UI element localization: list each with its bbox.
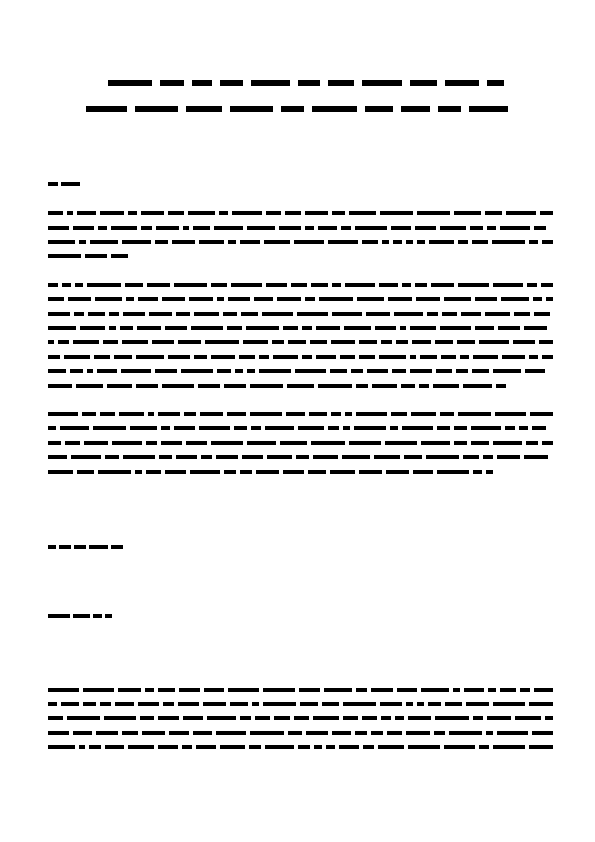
text-line (48, 254, 128, 258)
text-line (48, 441, 553, 445)
text-line (48, 240, 553, 244)
section-heading (48, 182, 80, 186)
text-line (48, 702, 553, 706)
text-line (48, 412, 553, 416)
text-line (48, 369, 549, 373)
text-line (48, 326, 551, 330)
text-line (48, 688, 553, 692)
text-line (48, 384, 510, 388)
text-line (48, 745, 553, 749)
text-line (48, 226, 550, 230)
text-line (48, 470, 493, 474)
text-line (48, 731, 553, 735)
text-line (48, 455, 552, 459)
text-line (48, 283, 553, 287)
section-heading (48, 545, 126, 549)
document-title-line-1 (108, 80, 504, 86)
document-title-line-2 (86, 106, 512, 112)
text-line (48, 716, 553, 720)
text-line (48, 426, 550, 430)
text-line (48, 340, 553, 344)
section-heading (48, 614, 112, 618)
text-line (48, 355, 553, 359)
text-line (48, 297, 553, 301)
text-line (48, 211, 553, 215)
text-line (48, 312, 554, 316)
